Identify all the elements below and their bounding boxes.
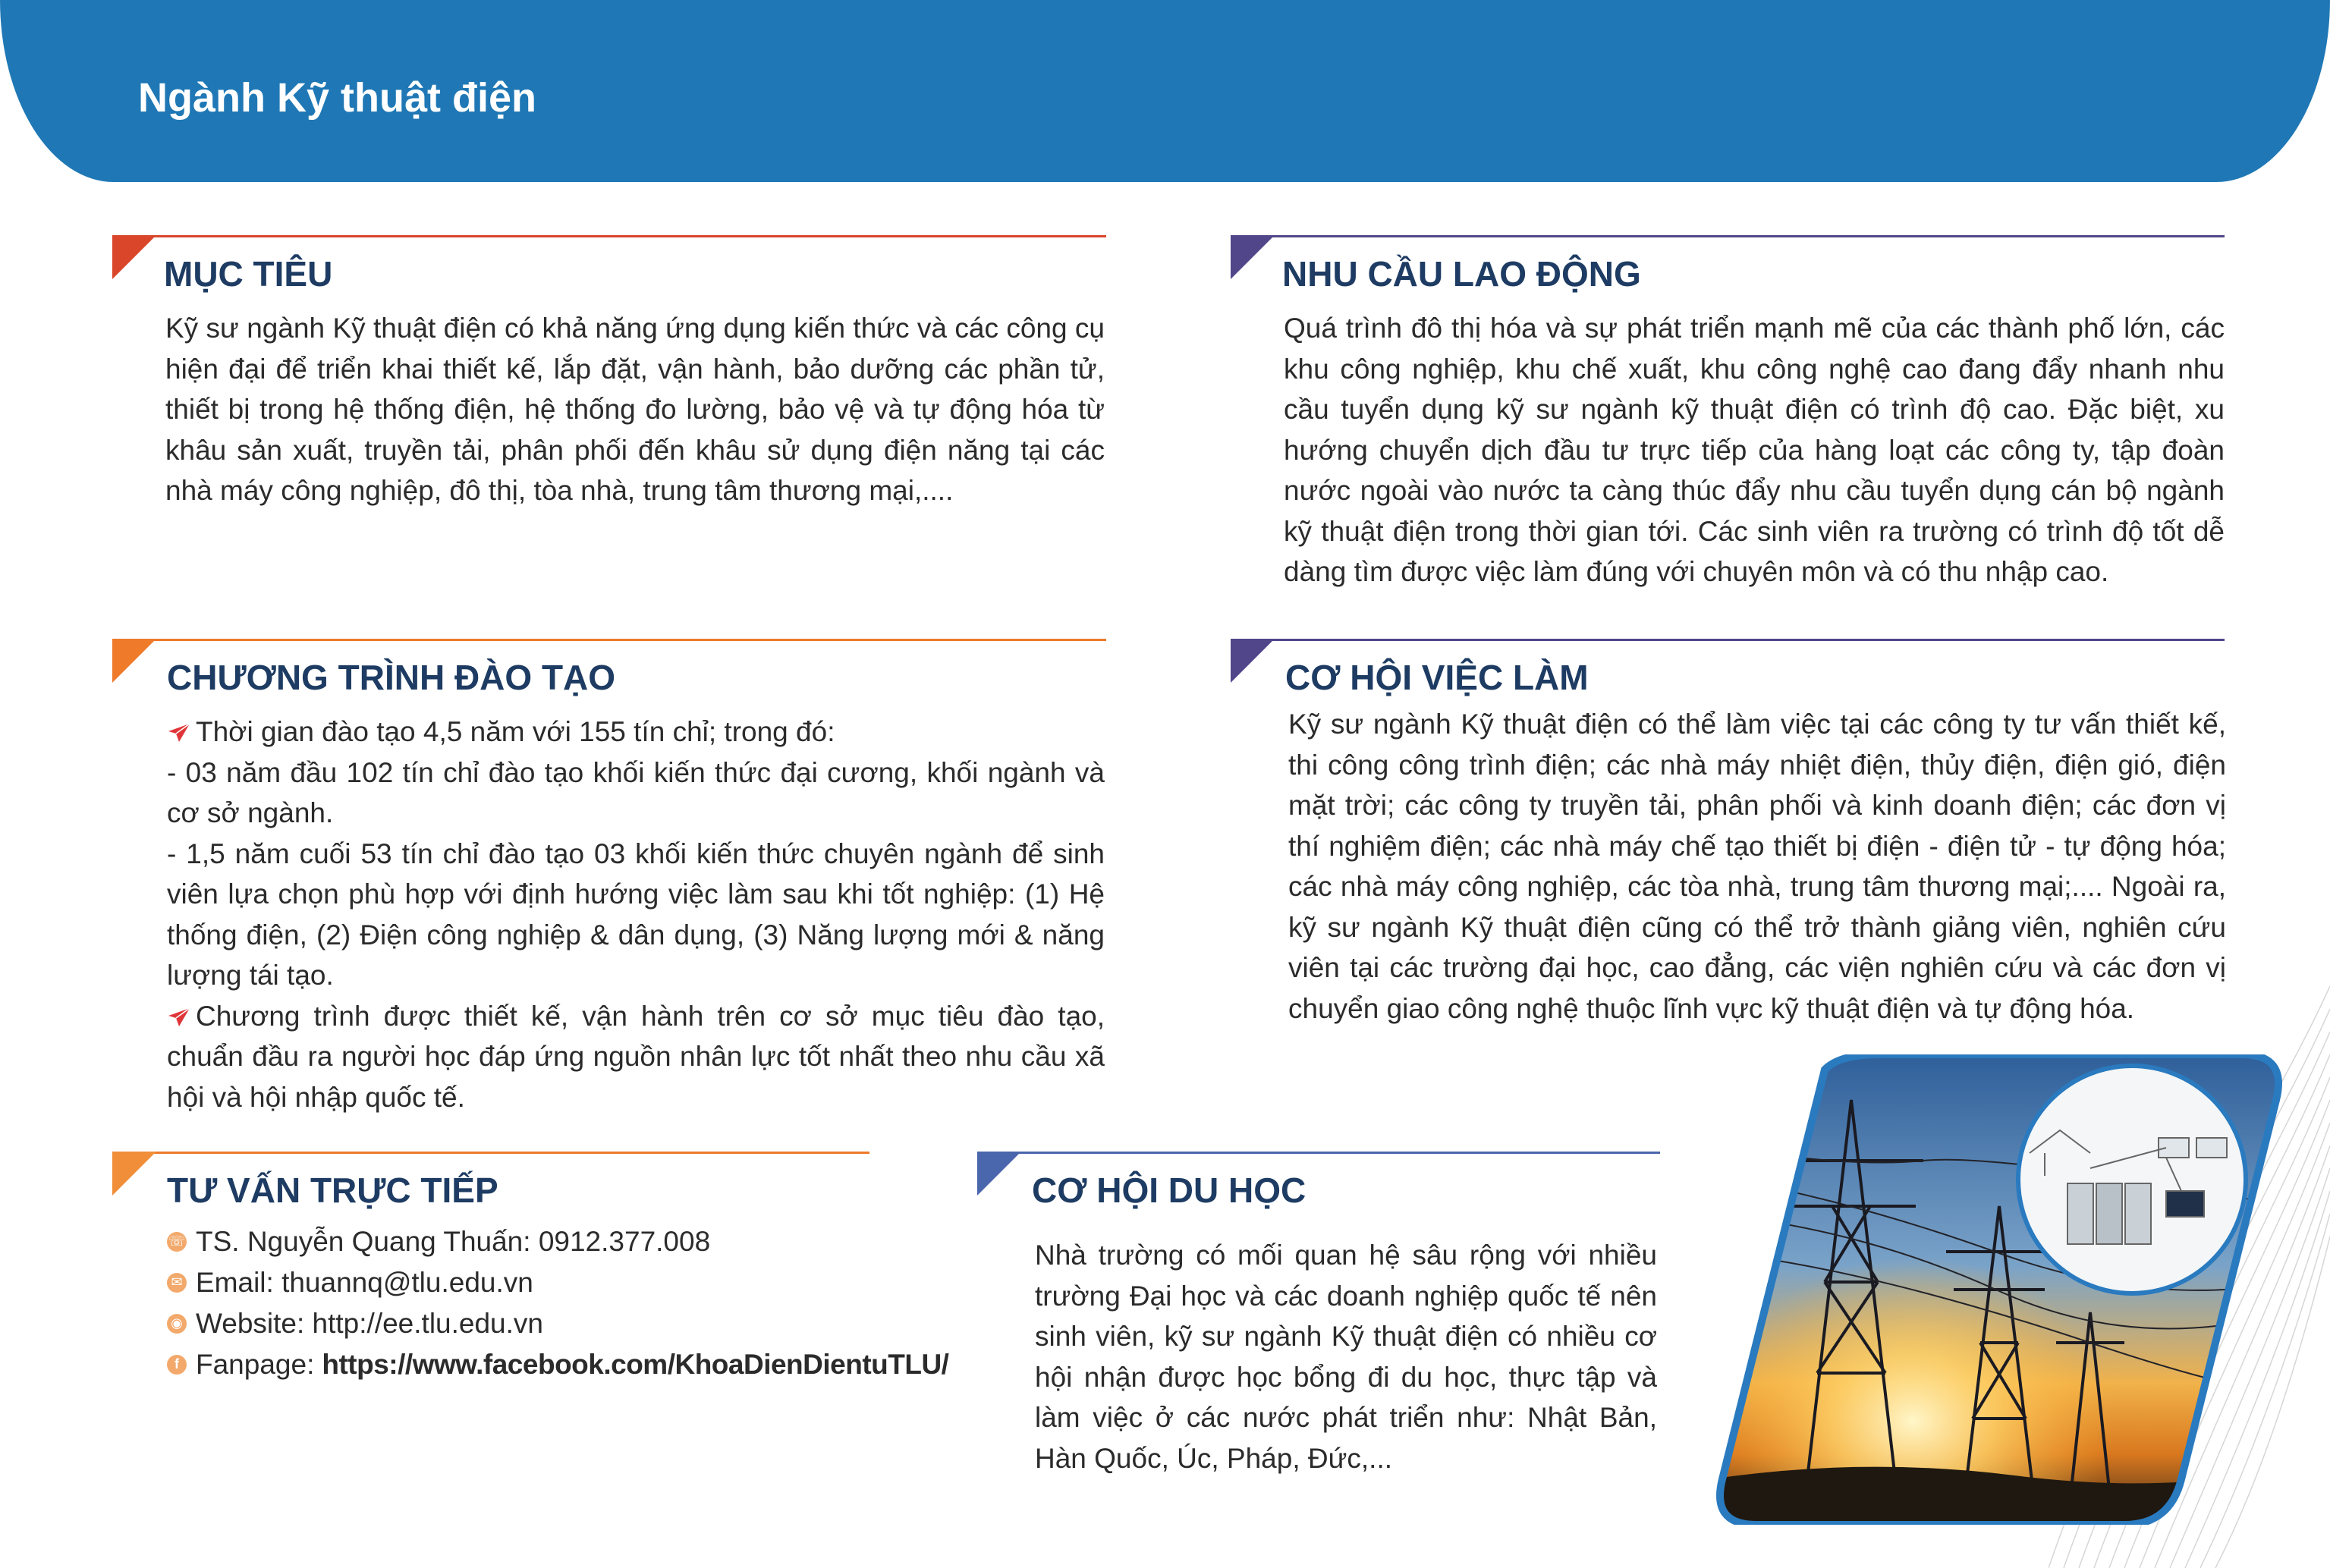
paper-plane-icon: [167, 722, 191, 743]
program-line-last-years: - 1,5 năm cuối 53 tín chỉ đào tạo 03 khối kiến thức chuyên ngành để sinh viên lựa chọn phù hợp với định hướng việc làm sau khi tốt nghiệp: (1) Hệ thống điện, (2) Điện công nghiệp & dân dụng, (3) Năng lượng mới & năng lượng tái tạo.: [167, 837, 1105, 991]
contact-text: TS. Nguyễn Quang Thuấn: 0912.377.008: [196, 1226, 711, 1258]
contact-list: [167, 1221, 949, 1385]
section-heading: CƠ HỘI DU HỌC: [1032, 1171, 1306, 1210]
section-chuong-trinh-dao-tao: [112, 639, 1106, 1124]
globe-icon: ◉: [167, 1314, 187, 1334]
section-muc-tieu: [112, 235, 1106, 523]
section-corner-marker: [112, 1152, 156, 1196]
section-corner-marker: [112, 235, 156, 279]
power-pylons-photo: [1711, 1054, 2288, 1525]
section-body: [167, 712, 1105, 1117]
phone-icon: ☏: [167, 1232, 187, 1252]
program-line-text: Thời gian đào tạo 4,5 năm với 155 tín chỉ; trong đó:: [196, 716, 835, 747]
facebook-icon: f: [167, 1355, 187, 1375]
section-body: Kỹ sư ngành Kỹ thuật điện có thể làm việc tại các công ty tư vấn thiết kế, thi công công trình điện; các nhà máy nhiệt điện, thủy điện, điện gió, điện mặt trời; các công ty truyền tải, phân phối và kinh doanh điện; các đơn vị thí nghiệm điện; các nhà máy chế tạo thiết bị điện - điện tử - tự động hóa; các nhà máy công nghiệp, các tòa nhà, trung tâm thương mại;.... Ngoài ra, kỹ sư ngành Kỹ thuật điện cũng có thể trở thành giảng viên, nghiên cứu viên tại các trường đại học, cao đẳng, các viện nghiên cứu và các đơn vị chuyển giao công nghệ thuộc lĩnh vực kỹ thuật điện và tự động hóa.: [1288, 709, 2226, 1024]
program-line-first-years: - 03 năm đầu 102 tín chỉ đào tạo khối kiến thức đại cương, khối ngành và cơ sở ngành.: [167, 756, 1105, 828]
section-corner-marker: [1231, 235, 1275, 279]
contact-website[interactable]: [167, 1303, 895, 1344]
section-rule: [112, 1152, 869, 1154]
section-heading: TƯ VẤN TRỰC TIẾP: [167, 1171, 498, 1210]
section-heading: CHƯƠNG TRÌNH ĐÀO TẠO: [167, 658, 616, 697]
contact-fanpage[interactable]: [167, 1344, 949, 1385]
program-line-design: [167, 996, 1105, 1118]
section-heading: CƠ HỘI VIỆC LÀM: [1285, 658, 1589, 697]
header-banner: [0, 0, 2330, 182]
paper-plane-icon: [167, 1007, 191, 1028]
section-rule: [112, 235, 1106, 237]
section-body: Kỹ sư ngành Kỹ thuật điện có khả năng ứng dụng kiến thức và các công cụ hiện đại để triển khai thiết kế, lắp đặt, vận hành, bảo dưỡng các phần tử, thiết bị trong hệ thống điện, hệ thống đo lường, bảo vệ và tự động hóa từ khâu sản xuất, truyền tải, phân phối đến khâu sử dụng điện năng tại các nhà máy công nghiệp, đô thị, tòa nhà, trung tâm thương mại,....: [165, 313, 1105, 506]
section-rule: [1231, 639, 2225, 641]
email-icon: ✉: [167, 1273, 187, 1293]
contact-text: Email: thuannq@tlu.edu.vn: [196, 1267, 533, 1299]
section-body: Quá trình đô thị hóa và sự phát triển mạnh mẽ của các thành phố lớn, các khu công nghiệp, khu chế xuất, khu công nghệ cao đang đẩy nhanh nhu cầu tuyển dụng kỹ sư ngành kỹ thuật điện có trình độ cao. Đặc biệt, xu hướng chuyển dịch đầu tư trực tiếp của hàng loạt các công ty, tập đoàn nước ngoài vào nước ta càng thúc đẩy nhu cầu tuyển dụng cán bộ ngành kỹ thuật điện trong thời gian tới. Các sinh viên ra trường có trình độ tốt dễ dàng tìm được việc làm đúng với chuyên môn và có thu nhập cao.: [1284, 313, 2225, 587]
program-line-text: Chương trình được thiết kế, vận hành trên cơ sở mục tiêu đào tạo, chuẩn đầu ra người học đáp ứng nguồn nhân lực tốt nhất theo nhu cầu xã hội và hội nhập quốc tế.: [167, 1000, 1105, 1113]
contact-text: Website: http://ee.tlu.edu.vn: [196, 1308, 543, 1340]
section-corner-marker: [1231, 639, 1275, 683]
section-rule: [112, 639, 1106, 641]
fanpage-link[interactable]: https://www.facebook.com/KhoaDienDientuTLU/: [322, 1349, 949, 1381]
section-heading: MỤC TIÊU: [164, 254, 333, 294]
page-title: Ngành Kỹ thuật điện: [138, 75, 536, 121]
section-rule: [977, 1152, 1660, 1154]
section-rule: [1231, 235, 2225, 237]
section-heading: NHU CẦU LAO ĐỘNG: [1282, 254, 1641, 294]
contact-text: Fanpage:: [196, 1349, 315, 1381]
section-tu-van-truc-tiep: [112, 1152, 949, 1425]
contact-email[interactable]: [167, 1262, 895, 1303]
contact-phone[interactable]: [167, 1221, 895, 1262]
section-co-hoi-du-hoc: [977, 1152, 1660, 1531]
section-corner-marker: [977, 1152, 1021, 1196]
program-line-duration: [167, 712, 1105, 753]
section-co-hoi-viec-lam: [1231, 639, 2225, 1033]
section-body: Nhà trường có mối quan hệ sâu rộng với nhiều trường Đại học và các doanh nghiệp quốc tế nên sinh viên, kỹ sư ngành Kỹ thuật điện có nhiều cơ hội nhận được học bổng đi du học, thực tập và làm việc ở các nước phát triển như: Nhật Bản, Hàn Quốc, Úc, Pháp, Đức,...: [1035, 1240, 1657, 1474]
section-corner-marker: [112, 639, 156, 683]
section-nhu-cau-lao-dong: [1231, 235, 2225, 599]
